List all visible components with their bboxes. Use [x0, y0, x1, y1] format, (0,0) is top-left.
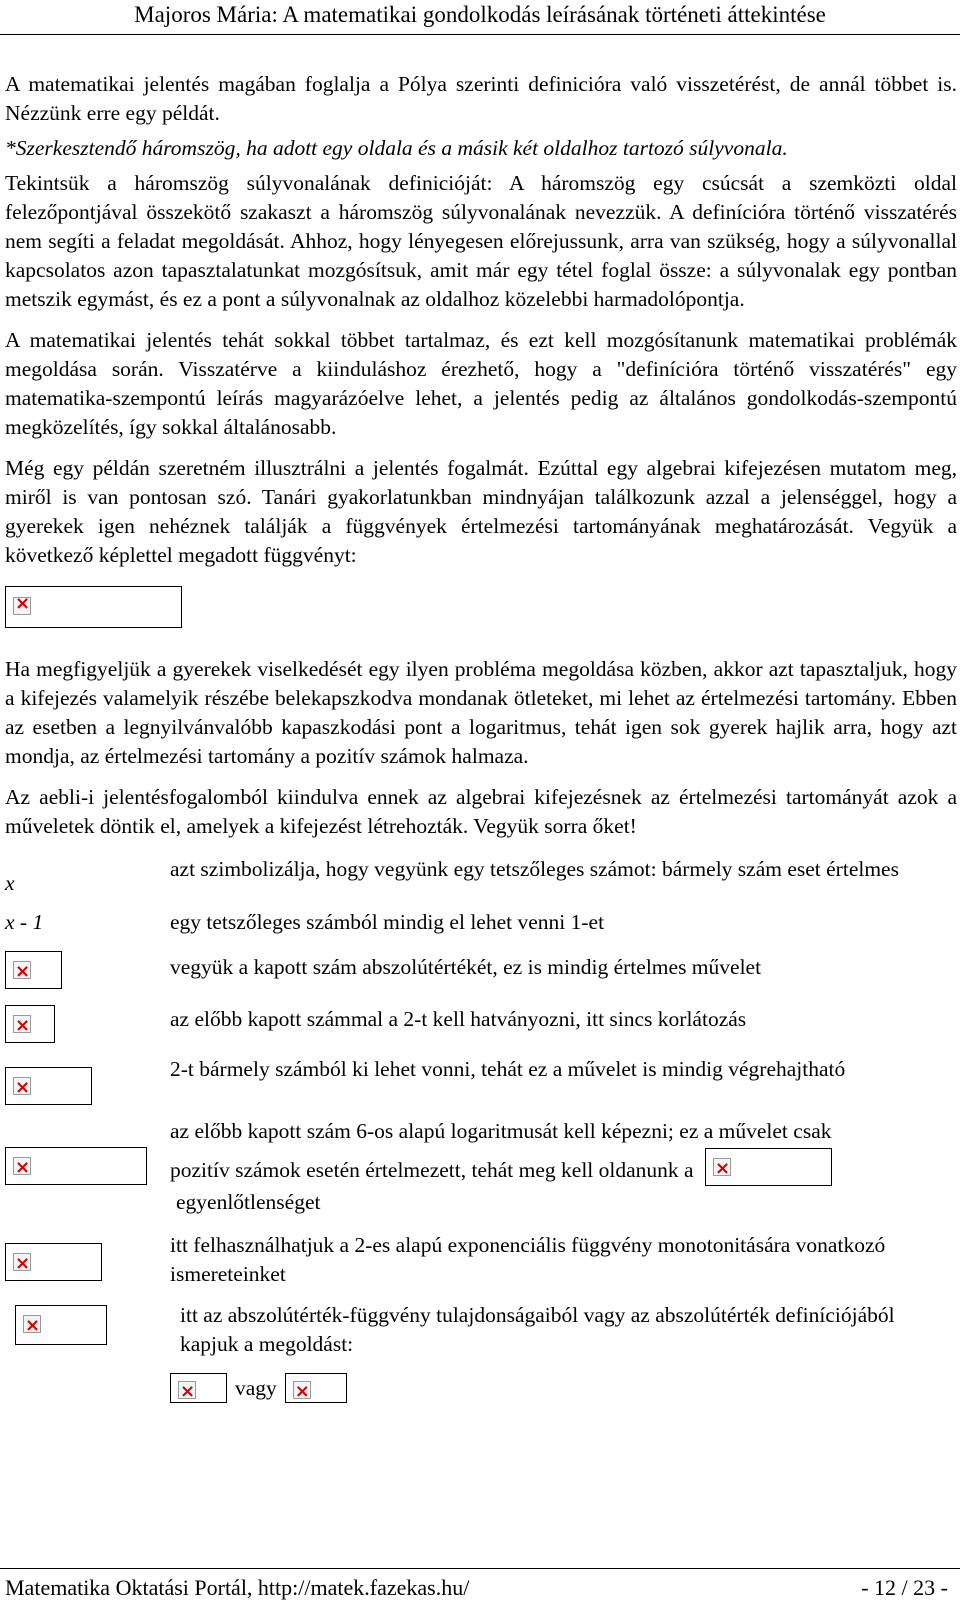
exponential-formula-image: [5, 1243, 102, 1281]
paragraph-5: Még egy példán szeretném illusztrálni a jelentés fogalmát. Ezúttal egy algebrai kifejezésen mutatom meg, miről is van pontosan szó. Tanári gyakorlatunkban mindnyájan találkozunk azzal a jelenséggel, hogy a gyerekek igen nehéznek találják a függvények értelmezési tartományának meghatározását. Vegyük a következő képlettel megadott függvényt:: [5, 456, 957, 567]
step-x-minus-1-label: x - 1: [5, 910, 44, 934]
broken-image-icon: [23, 1315, 41, 1333]
step-log-line-3: egyenlőtlenséget: [176, 1190, 321, 1214]
step-log-line-1: az előbb kapott szám 6-os alapú logaritmusát kell képezni; ez a művelet csak: [170, 1119, 832, 1143]
step-absolute-label: [5, 1301, 180, 1341]
step-x-text: azt szimbolizálja, hogy vegyünk egy tetszőleges számot: bármely szám eset értelmes: [170, 857, 899, 881]
step-absolute-text: itt az abszolútérték-függvény tulajdonságaiból vagy az abszolútérték definíciójából kapjuk a megoldást:: [180, 1303, 895, 1356]
step-x-minus-1: [5, 908, 957, 937]
step-abs: [5, 951, 957, 989]
step-x-minus-1-text: egy tetszőleges számból mindig el lehet venni 1-et: [170, 910, 605, 934]
paragraph-1: A matematikai jelentés magában foglalja a Pólya szerinti definicióra való visszetérést, de annál többet is. Nézzünk erre egy példát.: [5, 72, 957, 125]
broken-image-icon: [13, 1077, 31, 1095]
step-log: [5, 1117, 957, 1217]
step-power-text: az előbb kapott számmal a 2-t kell hatványozni, itt sincs korlátozás: [170, 1007, 747, 1031]
step-log-line-2: pozitív számok esetén értelmezett, tehát meg kell oldanunk a ×: [170, 1156, 957, 1194]
page-footer: [0, 1568, 960, 1600]
or-word: vagy: [235, 1375, 277, 1400]
abs-formula-image: [5, 951, 62, 989]
broken-image-icon: [293, 1381, 311, 1399]
log-formula-image: [5, 1147, 147, 1185]
broken-image-icon: [13, 597, 31, 615]
paragraph-3: Tekintsük a háromszög súlyvonalának definicióját: A háromszög egy csúcsát a szemközti oldal felezőpontjával összekötő szakaszt a háromszög súlyvonalának nevezzük. A definícióra történő visszatérés nem segíti a feladat megoldását. Ahhoz, hogy lényegesen előrejussunk, arra van szükség, hogy a súlyvonallal kapcsolatos azon tapasztalatunkat mozgósítsuk, amit már egy tétel foglal össze: a súlyvonalak egy pontban metszik egymást, és ez a pont a súlyvonalnak az oldalhoz közelebbi harmadolópontja.: [5, 171, 957, 311]
step-exponential-label: [5, 1231, 170, 1281]
step-log-label: [5, 1117, 170, 1185]
step-subtract: [5, 1055, 957, 1105]
step-x-label: x: [5, 871, 15, 895]
step-subtract-text: 2-t bármely számból ki lehet vonni, tehát ez a művelet is mindig végrehajtható: [170, 1057, 846, 1081]
step-absolute-solution: [5, 1301, 957, 1359]
step-subtract-label: [5, 1055, 170, 1105]
broken-image-icon: [13, 1253, 31, 1271]
inequality-image: [705, 1148, 832, 1186]
broken-image-icon: [13, 1015, 31, 1033]
broken-image-icon: [13, 961, 31, 979]
step-log-text: [170, 1117, 957, 1217]
step-abs-label: [5, 951, 170, 989]
footer-page-number: - 12 / 23 -: [861, 1575, 948, 1600]
footer-portal-link[interactable]: Matematika Oktatási Portál, http://matek.fazekas.hu/: [5, 1575, 470, 1600]
page-header: [0, 0, 960, 35]
page-content: [5, 70, 957, 1403]
solution-2-image: [285, 1373, 347, 1403]
solution-1-image: [170, 1373, 227, 1403]
paragraph-7: Az aebli-i jelentésfogalomból kiindulva ennek az algebrai kifejezésnek az értelmezési tartományát azok a műveletek döntik el, amelyek a kifejezést létrehozták. Vegyük sorra őket!: [5, 785, 957, 838]
header-title: Majoros Mária: A matematikai gondolkodás leírásának történeti áttekintése: [134, 2, 826, 27]
paragraph-4: A matematikai jelentés tehát sokkal többet tartalmaz, és ezt kell mozgósítanunk matematikai problémák megoldása során. Visszatérve a kiinduláshoz érezhető, hogy a "definícióra történő visszatérés" egy matematika-szempontú leírás magyarázóelve lehet, a jelentés pedig az általános gondolkodás-szempontú megközelítés, így sokkal általánosabb.: [5, 328, 957, 439]
step-exponential-text: itt felhasználhatjuk a 2-es alapú exponenciális függvény monotonitására vonatkozó ismereteinket: [170, 1233, 886, 1286]
function-formula-image: [5, 586, 182, 628]
paragraph-6: Ha megfigyeljük a gyerekek viselkedését egy ilyen probléma megoldása közben, akkor azt tapasztaljuk, hogy a kifejezés valamelyik részébe belekapszkodva mondanak ötleteket, mi lehet az értelmezési tartomány. Ebben az esetben a legnyilvánvalóbb kapaszkodási pont a logaritmus, tehát igen sok gyerek hajlik arra, hogy azt mondja, az értelmezési tartomány a pozitív számok halmaza.: [5, 657, 957, 768]
subtract-formula-image: [5, 1067, 92, 1105]
power-formula-image: [5, 1005, 55, 1043]
broken-image-icon: [713, 1158, 731, 1176]
step-abs-text: vegyük a kapott szám abszolútértékét, ez is mindig értelmes művelet: [170, 955, 762, 979]
absolute-inequality-image: [15, 1305, 107, 1345]
broken-image-icon: [13, 1157, 31, 1175]
step-exponential: [5, 1231, 957, 1289]
broken-image-icon: [178, 1381, 196, 1399]
paragraph-2-task: *Szerkesztendő háromszög, ha adott egy oldala és a másik két oldalhoz tartozó súlyvonala.: [5, 136, 788, 160]
step-power-label: [5, 1005, 170, 1043]
solution-row: [5, 1373, 957, 1403]
step-power: [5, 1005, 957, 1043]
step-x: [5, 855, 957, 898]
